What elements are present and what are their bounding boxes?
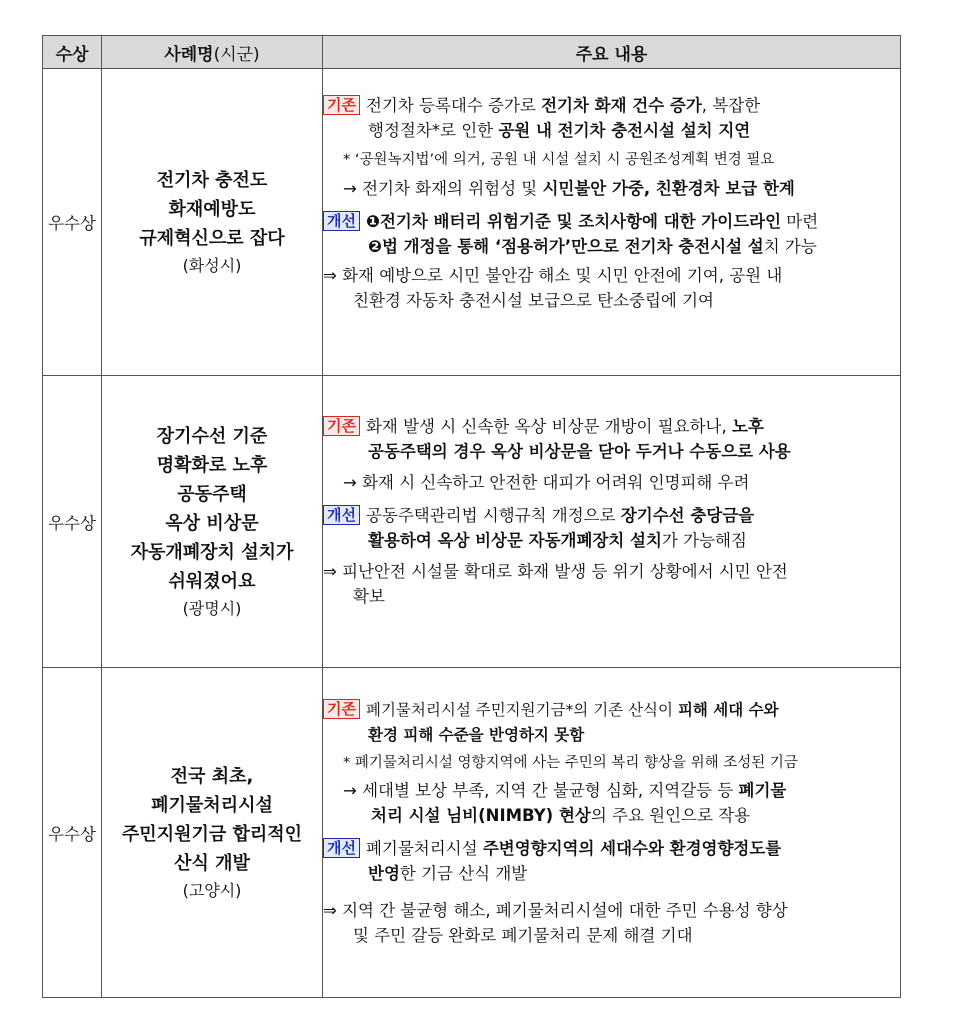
improved-text: 한 기금 산식 개발: [399, 864, 528, 883]
existing-emphasis: 노후: [731, 417, 764, 436]
improved-text: 공동주택관리법 시행규칙 개정으로: [365, 506, 621, 525]
existing-tag: 기존: [323, 699, 360, 719]
conclusion-text: 친환경 자동차 충전시설 보급으로 탄소중립에 기여: [353, 291, 714, 310]
award-cell: 우수상: [43, 668, 102, 998]
award-cell: 우수상: [43, 376, 102, 668]
footnote: [323, 751, 900, 776]
case-title-line: 전기차 충전도: [156, 169, 268, 191]
header-content: 주요 내용: [323, 36, 901, 69]
improved-tag: 개선: [323, 838, 360, 858]
existing-tag: 기존: [323, 416, 360, 436]
case-title-line: 화재예방도: [168, 198, 256, 220]
conclusion-block: [323, 898, 900, 948]
case-title-line: 쉬워졌어요: [168, 570, 256, 592]
case-title-line: 옥상 비상문: [165, 512, 259, 534]
conclusion-text: ⇒ 피난안전 시설물 확대로 화재 발생 등 위기 상황에서 시민 안전: [323, 562, 788, 581]
conclusion-block: [323, 559, 900, 609]
case-city: (광명시): [182, 598, 242, 618]
existing-text: 행정절차*로 인한: [368, 121, 499, 140]
existing-text: 폐기물처리시설 주민지원기금*의 기존 산식이: [365, 701, 678, 719]
footnote-text: * 폐기물처리시설 영향지역에 사는 주민의 복리 향상을 위해 조성된 기금: [343, 755, 798, 771]
improved-tag: 개선: [323, 211, 360, 231]
case-name-cell: [102, 69, 323, 376]
consequence-text: → 전기차 화재의 위험성 및: [343, 179, 543, 198]
improved-emphasis: 반영: [368, 864, 400, 883]
conclusion-text: ⇒ 화재 예방으로 시민 불안감 해소 및 시민 안전에 기여, 공원 내: [323, 266, 783, 285]
existing-text: , 복잡한: [701, 96, 761, 115]
consequence-block: [323, 778, 900, 828]
improved-block: [323, 503, 900, 553]
case-title-line: 산식 개발: [174, 852, 250, 874]
existing-emphasis: 공원 내 전기차 충전시설 설치 지연: [498, 121, 751, 140]
improved-block: [323, 836, 900, 886]
improved-emphasis: 장기수선 충당금을: [620, 506, 755, 525]
existing-text: 화재 발생 시 신속한 옥상 비상문 개방이 필요하나,: [365, 417, 732, 436]
table-header-row: [43, 36, 901, 69]
improved-text: 가 가능해짐: [661, 531, 747, 550]
header-case-name-label: 사례명: [164, 44, 214, 65]
consequence-text: 의 주요 원인으로 작용: [590, 806, 751, 825]
header-case-name-sub: (시군): [213, 44, 260, 65]
case-name-cell: [102, 376, 323, 668]
improved-text: 치 가능: [763, 237, 817, 256]
table-row: [43, 376, 901, 668]
case-title-line: 장기수선 기준: [156, 425, 268, 447]
case-title-line: 주민지원기금 합리적인: [121, 823, 303, 845]
existing-text: 전기차 등록대수 증가로: [365, 96, 542, 115]
award-cell: 우수상: [43, 69, 102, 376]
conclusion-text: ⇒ 지역 간 불균형 해소, 폐기물처리시설에 대한 주민 수용성 향상: [323, 901, 788, 920]
existing-emphasis: 공동주택의 경우 옥상 비상문을 닫아 두거나 수동으로 사용: [368, 442, 791, 461]
improved-tag: 개선: [323, 505, 360, 525]
consequence-emphasis: 시민불안 가중, 친환경차 보급 한계: [542, 179, 795, 198]
content-cell: [323, 69, 901, 376]
existing-block: [323, 414, 900, 464]
table-row: [43, 668, 901, 998]
footnote: [323, 148, 900, 173]
improved-emphasis: ❷법 개정을 통해: [368, 237, 495, 256]
award-cases-table: [42, 35, 901, 998]
improved-emphasis: ‘점용허가’만으로 전기차 충전시설 설: [494, 237, 764, 256]
header-award: 수상: [43, 36, 102, 69]
case-city: (고양시): [182, 880, 242, 900]
consequence-emphasis: 처리 시설 님비(NIMBY) 현상: [371, 806, 591, 825]
footnote-text: * ‘공원녹지법’에 의거, 공원 내 시설 설치 시 공원조성계획 변경 필요: [343, 152, 775, 168]
improved-text: 폐기물처리시설: [365, 839, 483, 858]
conclusion-text: 확보: [353, 587, 385, 606]
improved-text: 마련: [781, 212, 819, 231]
conclusion-block: [323, 263, 900, 313]
case-name-cell: [102, 668, 323, 998]
consequence-block: [323, 470, 900, 495]
content-cell: [323, 668, 901, 998]
improved-emphasis: 활용하여 옥상 비상문 자동개폐장치 설치: [368, 531, 662, 550]
case-title-line: 공동주택: [177, 483, 247, 505]
existing-tag: 기존: [323, 95, 360, 115]
improved-emphasis: 주변영향지역의 세대수와 환경영향정도를: [482, 839, 782, 858]
case-title-line: 전국 최초,: [170, 765, 254, 787]
header-case-name: [102, 36, 323, 69]
existing-block: [323, 698, 900, 748]
case-title-line: 규제혁신으로 잡다: [139, 227, 285, 249]
existing-emphasis: 피해 세대 수와: [677, 701, 779, 719]
existing-emphasis: 환경 피해 수준을 반영하지 못함: [368, 726, 585, 744]
existing-block: [323, 93, 900, 143]
case-title-line: 자동개폐장치 설치가: [130, 541, 294, 563]
consequence-text: → 세대별 보상 부족, 지역 간 불균형 심화, 지역갈등 등: [343, 781, 739, 800]
existing-emphasis: 전기차 화재 건수 증가: [541, 96, 702, 115]
case-title-line: 폐기물처리시설: [151, 794, 273, 816]
improved-emphasis: ❶전기차 배터리 위험기준 및 조치사항에 대한 가이드라인: [365, 212, 782, 231]
content-cell: [323, 376, 901, 668]
case-city: (화성시): [182, 255, 242, 275]
improved-block: [323, 209, 900, 259]
case-title-line: 명확화로 노후: [156, 454, 268, 476]
consequence-emphasis: 폐기물: [738, 781, 787, 800]
consequence-block: [323, 176, 900, 201]
consequence-text: → 화재 시 신속하고 안전한 대피가 어려워 인명피해 우려: [343, 473, 750, 492]
conclusion-text: 및 주민 갈등 완화로 폐기물처리 문제 해결 기대: [353, 926, 693, 945]
table-row: [43, 69, 901, 376]
